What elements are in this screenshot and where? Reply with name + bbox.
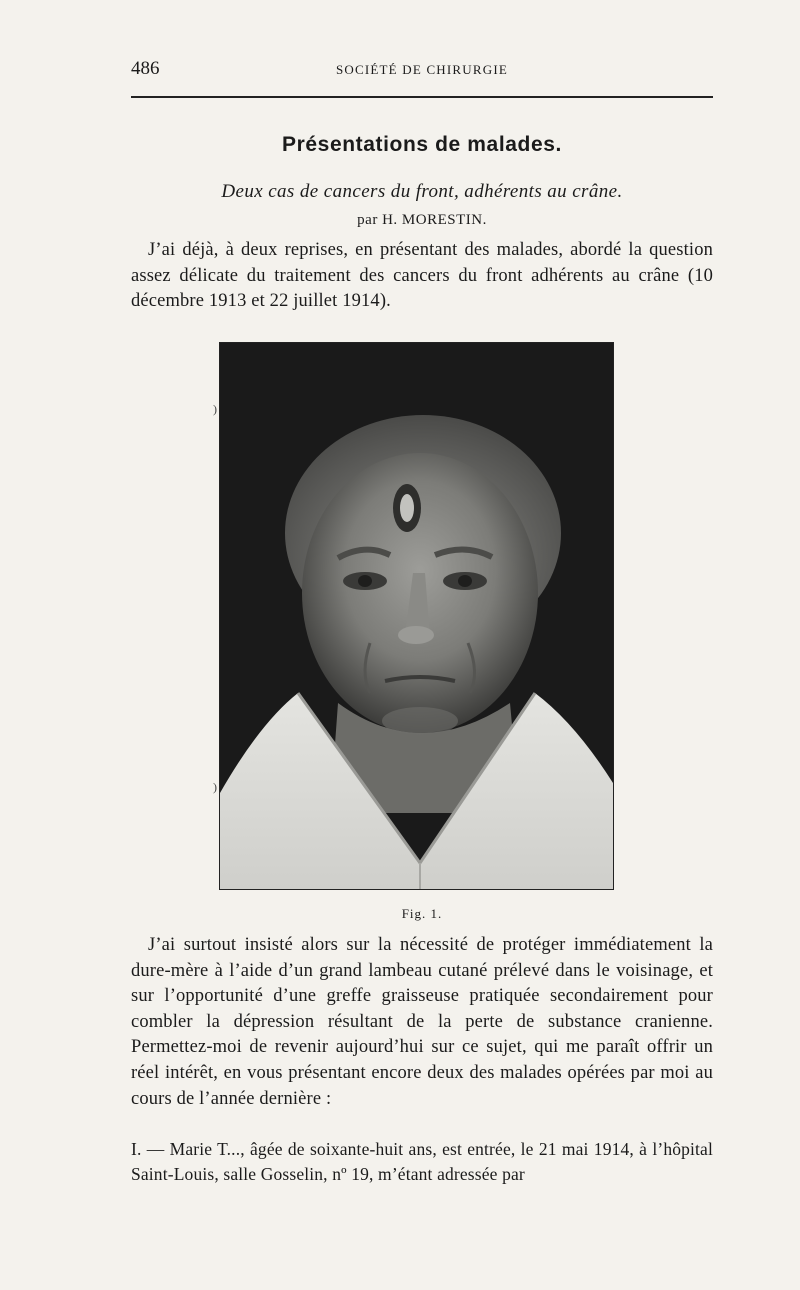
running-title: SOCIÉTÉ DE CHIRURGIE <box>335 62 509 77</box>
section-title: Présentations de malades. <box>282 133 562 156</box>
header-rule <box>131 96 713 98</box>
main-paragraph-text: J’ai surtout insisté alors sur la nécessité de protéger immédiatement la dure-mère à l’aide d’un grand lambeau cutané prélevé dans le voisinage, et sur l’opportunité d’une greffe graisseuse pratiquée secondairement pour combler la dépression résultant de la perte de substance cranienne. Permettez-moi de revenir aujourd’hui sur ce sujet, qui me paraît offrir un réel intérêt, en vous présentant encore deux des malades opérées par moi au cours de l’année dernière : <box>131 935 713 1109</box>
portrait-illustration <box>220 343 613 889</box>
page-number: 486 <box>131 58 160 79</box>
author-line: par H. MORESTIN. <box>357 212 487 228</box>
patient-photograph <box>219 342 614 890</box>
intro-paragraph-text: J’ai déjà, à deux reprises, en présentant des malades, abordé la question assez délicate du traitement des cancers du front adhérents au crâne (10 décembre 1913 et 22 juillet 1914). <box>131 240 713 312</box>
article-title: Deux cas de cancers du front, adhérents au crâne. <box>221 181 623 202</box>
case-paragraph <box>131 1137 713 1187</box>
intro-paragraph <box>131 238 713 315</box>
main-paragraph <box>131 933 713 1112</box>
case-paragraph-text: I. — Marie T..., âgée de soixante-huit ans, est entrée, le 21 mai 1914, à l’hôpital Saint-Louis, salle Gosselin, nº 19, m’étant adressée par <box>131 1139 713 1184</box>
page-header <box>131 56 713 86</box>
binding-mark: ) <box>213 780 217 794</box>
binding-mark: ) <box>213 402 217 416</box>
figure-caption: Fig. 1. <box>401 906 443 921</box>
